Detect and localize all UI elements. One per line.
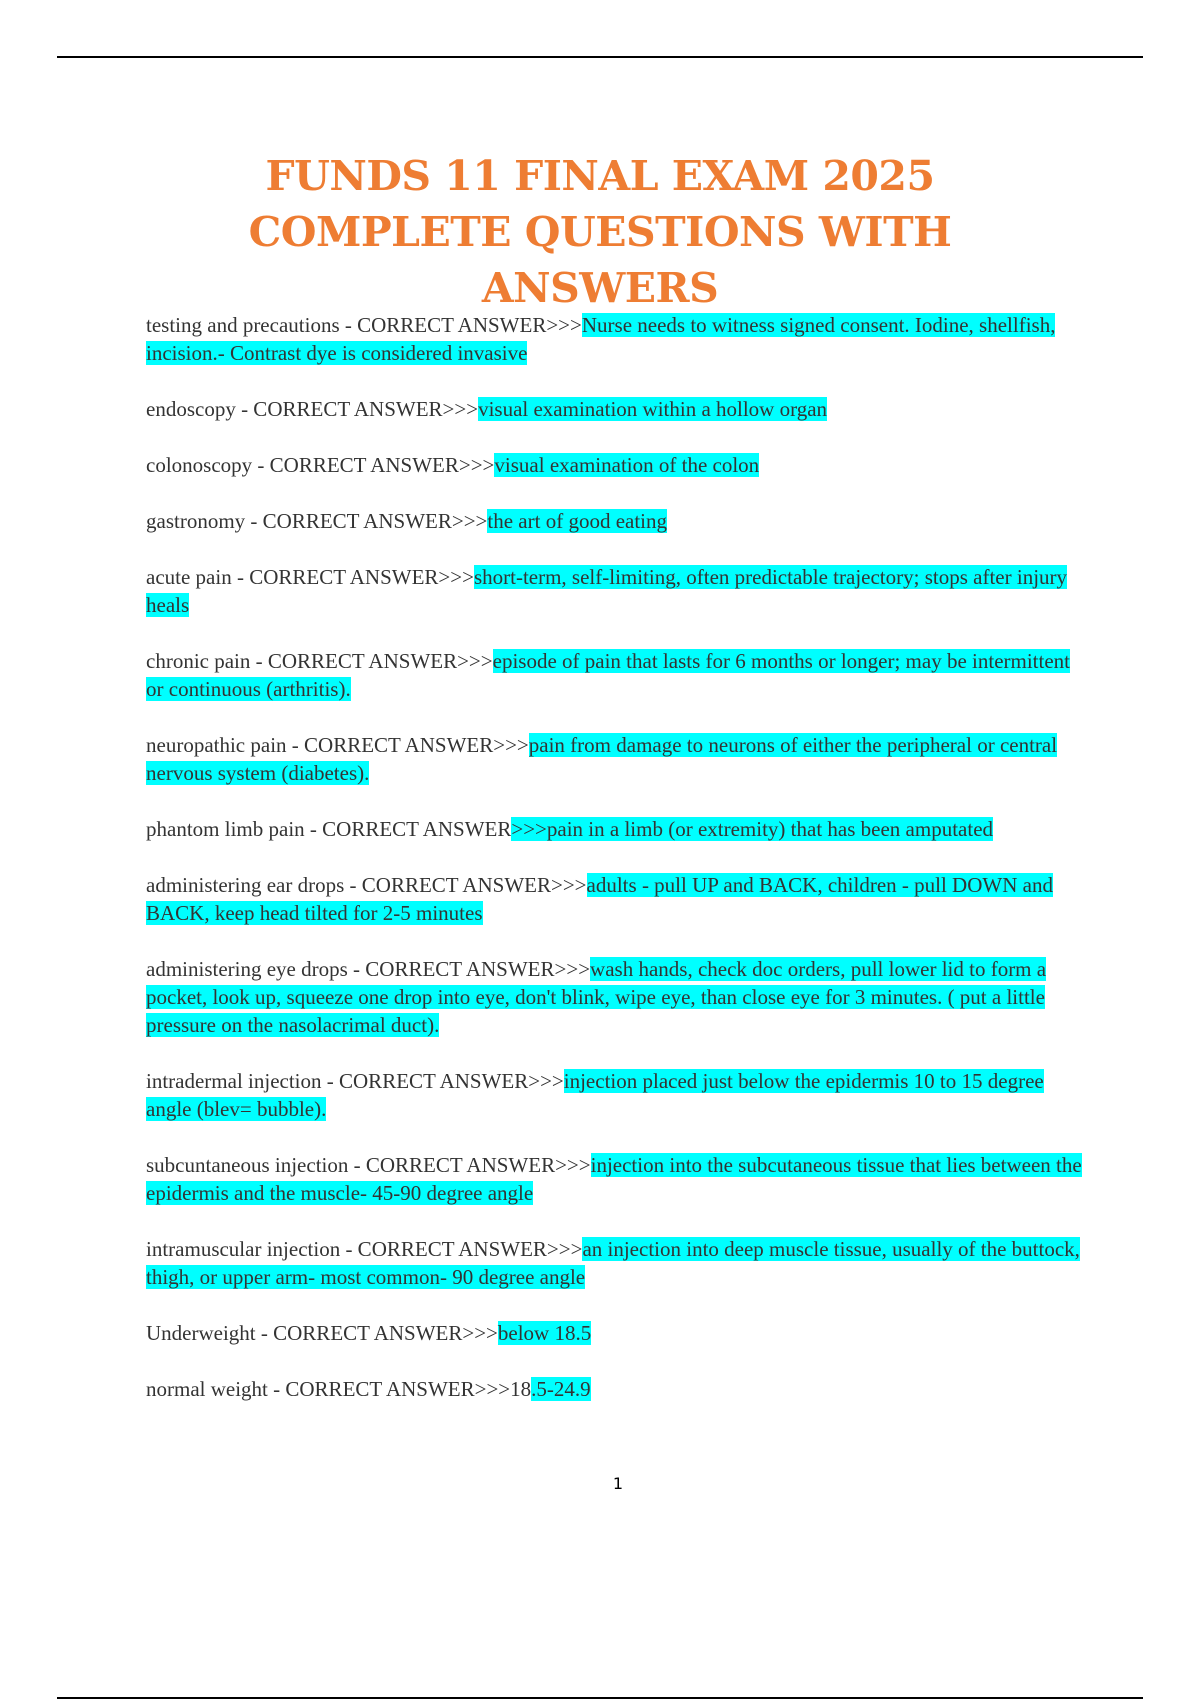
flashcard-entry <box>146 871 1086 927</box>
flashcard-entry <box>146 451 1086 479</box>
entry-answer: an injection into deep muscle tissue, usually of the buttock, thigh, or upper arm- most common- 90 degree angle <box>146 1237 1080 1289</box>
entry-answer: wash hands, check doc orders, pull lower lid to form a pocket, look up, squeeze one drop into eye, don't blink, wipe eye, than close eye for 3 minutes. ( put a little pressure on the nasolacrimal duct). <box>146 957 1047 1037</box>
entry-answer: short-term, self-limiting, often predictable trajectory; stops after injury heals <box>146 565 1068 617</box>
entry-term: testing and precautions - CORRECT ANSWER>>> <box>146 313 582 337</box>
flashcard-entry <box>146 1375 1086 1403</box>
entry-term: neuropathic pain - CORRECT ANSWER>>> <box>146 733 529 757</box>
flashcard-entry <box>146 311 1086 367</box>
entry-answer: injection placed just below the epidermis 10 to 15 degree angle (blev= bubble). <box>146 1069 1044 1121</box>
entry-term: normal weight - CORRECT ANSWER>>>18 <box>146 1377 532 1401</box>
flashcard-entry <box>146 395 1086 423</box>
entry-answer: pain from damage to neurons of either the peripheral or central nervous system (diabetes). <box>146 733 1058 785</box>
entry-term: colonoscopy - CORRECT ANSWER>>> <box>146 453 495 477</box>
entry-term: administering eye drops - CORRECT ANSWER>>> <box>146 957 591 981</box>
entry-term: phantom limb pain - CORRECT ANSWER <box>146 817 512 841</box>
entry-term: administering ear drops - CORRECT ANSWER>>> <box>146 873 587 897</box>
entry-answer: .5-24.9 <box>531 1377 591 1401</box>
flashcard-entry <box>146 507 1086 535</box>
title-line-1: FUNDS 11 FINAL EXAM 2025 <box>265 152 935 200</box>
entry-term: subcuntaneous injection - CORRECT ANSWER>>> <box>146 1153 591 1177</box>
flashcard-entry <box>146 1235 1086 1291</box>
title-line-3: ANSWERS <box>481 264 719 312</box>
entry-answer: the art of good eating <box>487 509 668 533</box>
flashcard-entry <box>146 731 1086 787</box>
title-line-2: COMPLETE QUESTIONS WITH <box>248 208 952 256</box>
entry-term: endoscopy - CORRECT ANSWER>>> <box>146 397 479 421</box>
entry-term: acute pain - CORRECT ANSWER>>> <box>146 565 474 589</box>
entry-answer: injection into the subcutaneous tissue that lies between the epidermis and the muscle- 45-90 degree angle <box>146 1153 1082 1205</box>
entry-answer: Nurse needs to witness signed consent. Iodine, shellfish, incision.- Contrast dye is considered invasive <box>146 313 1056 365</box>
bottom-rule <box>57 1697 1143 1699</box>
document-title <box>150 148 1050 316</box>
flashcard-entry <box>146 1151 1086 1207</box>
page-number: 1 <box>612 1474 624 1493</box>
flashcard-entry <box>146 1319 1086 1347</box>
flashcard-entry <box>146 563 1086 619</box>
flashcard-entry <box>146 1067 1086 1123</box>
entry-term: Underweight - CORRECT ANSWER>>> <box>146 1321 498 1345</box>
entry-answer: below 18.5 <box>497 1321 592 1345</box>
entry-answer: episode of pain that lasts for 6 months or longer; may be intermittent or continuous (arthritis). <box>146 649 1071 701</box>
entry-term: gastronomy - CORRECT ANSWER>>> <box>146 509 488 533</box>
entry-term: chronic pain - CORRECT ANSWER>>> <box>146 649 493 673</box>
entry-answer: visual examination within a hollow organ <box>478 397 828 421</box>
entry-term: intramuscular injection - CORRECT ANSWER>>> <box>146 1237 583 1261</box>
entry-answer: adults - pull UP and BACK, children - pull DOWN and BACK, keep head tilted for 2-5 minutes <box>146 873 1053 925</box>
flashcard-entry <box>146 815 1086 843</box>
flashcard-list <box>146 311 1086 1431</box>
flashcard-entry <box>146 647 1086 703</box>
flashcard-entry <box>146 955 1086 1039</box>
entry-answer: >>>pain in a limb (or extremity) that has been amputated <box>511 817 994 841</box>
entry-term: intradermal injection - CORRECT ANSWER>>> <box>146 1069 564 1093</box>
top-rule <box>57 56 1143 58</box>
entry-answer: visual examination of the colon <box>494 453 760 477</box>
